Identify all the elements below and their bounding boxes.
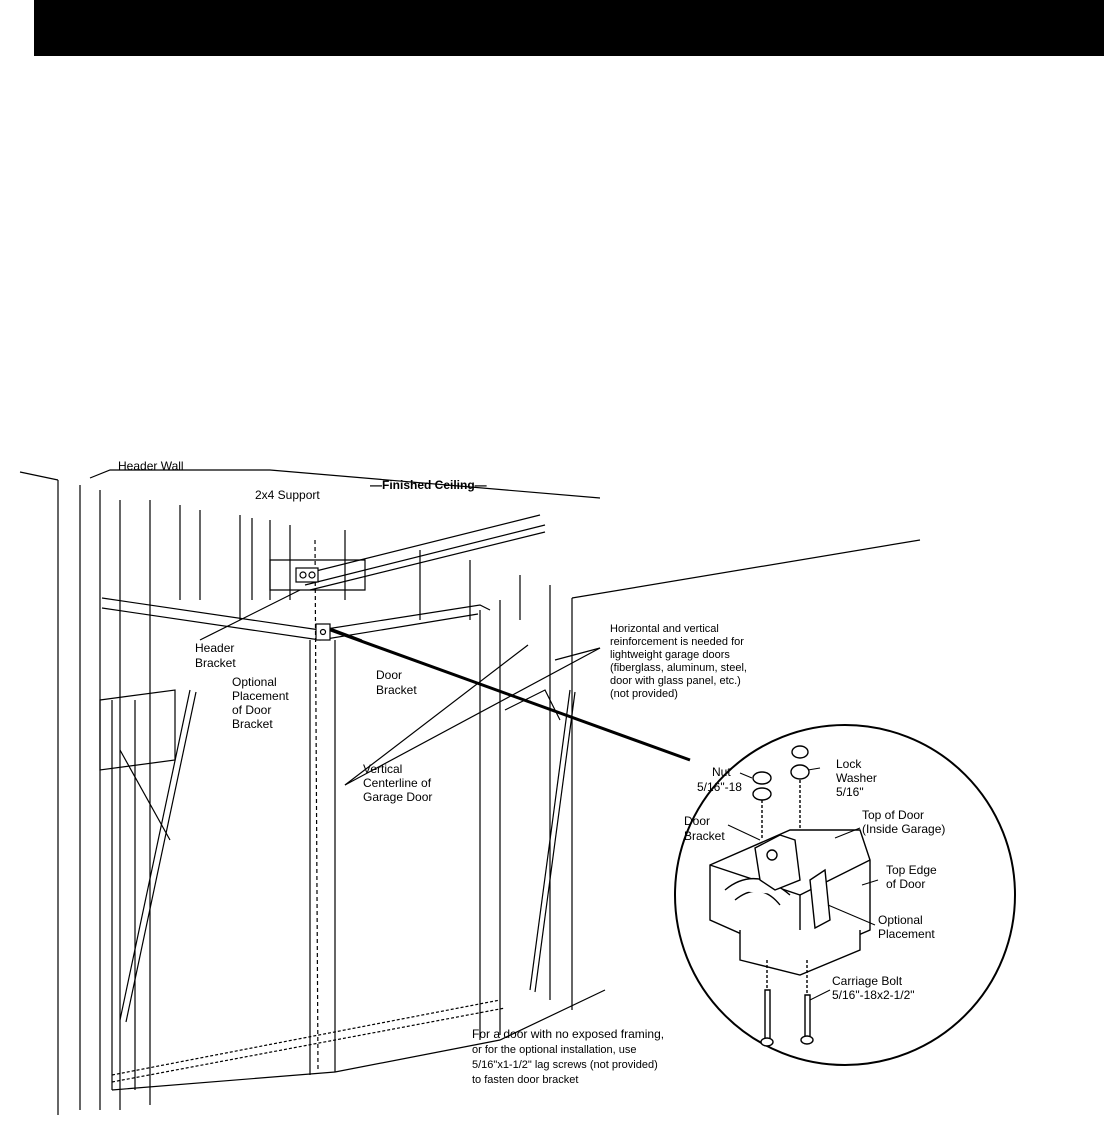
lock-washer-label-line2: Washer: [836, 771, 877, 785]
detail-optional-label-line1: Optional: [878, 913, 923, 927]
detail-optional-label-line2: Placement: [878, 927, 935, 941]
door-bracket-label-line2: Bracket: [376, 683, 417, 697]
top-edge-label-line1: Top Edge: [886, 863, 937, 877]
optional-placement-label-line2: Placement: [232, 689, 289, 703]
vertical-centerline-label-line2: Centerline of: [363, 776, 432, 790]
door-bracket-icon: [316, 624, 330, 640]
finished-ceiling-label: —Finished Ceiling—: [370, 478, 487, 492]
optional-placement-label-line4: Bracket: [232, 717, 273, 731]
header-bracket-label-line2: Bracket: [195, 656, 236, 670]
nut-label-line2: 5/16"-18: [697, 780, 742, 794]
lock-washer-label-line1: Lock: [836, 757, 862, 771]
reinforcement-note-line4: (fiberglass, aluminum, steel,: [610, 662, 747, 674]
note-line1: For a door with no exposed framing,: [472, 1027, 665, 1041]
detail-door-bracket-label-line2: Bracket: [684, 829, 725, 843]
reinforcement-note-line3: lightweight garage doors: [610, 649, 730, 661]
vertical-centerline-label-line3: Garage Door: [363, 790, 433, 804]
detail-door-bracket-label-line1: Door: [684, 814, 711, 828]
carriage-bolt-label-line1: Carriage Bolt: [832, 974, 903, 988]
top-edge-label-line2: of Door: [886, 877, 926, 891]
door-bracket-label-line1: Door: [376, 668, 403, 682]
header-bracket-label-line1: Header: [195, 641, 235, 655]
reinforcement-note-line1: Horizontal and vertical: [610, 623, 719, 635]
reinforcement-note-line2: reinforcement is needed for: [610, 636, 744, 648]
reinforcement-note-line6: (not provided): [610, 688, 678, 700]
top-of-door-label-line2: (Inside Garage): [862, 822, 946, 836]
lock-washer-label-line3: 5/16": [836, 785, 864, 799]
note-line2: or for the optional installation, use: [472, 1044, 637, 1056]
note-line4: to fasten door bracket: [472, 1074, 579, 1086]
header-wall-label: Header Wall: [118, 459, 184, 473]
support-2x4-label: 2x4 Support: [255, 488, 320, 502]
optional-placement-label-line3: of Door: [232, 703, 272, 717]
top-of-door-label-line1: Top of Door: [862, 808, 925, 822]
reinforcement-note-line5: door with glass panel, etc.): [610, 675, 741, 687]
optional-placement-label-line1: Optional: [232, 675, 277, 689]
header-bracket-icon: [296, 568, 318, 582]
vertical-centerline-label-line1: Vertical: [363, 762, 403, 776]
note-line3: 5/16"x1-1/2" lag screws (not provided): [472, 1059, 658, 1071]
nut-label-line1: Nut: [712, 765, 731, 779]
carriage-bolt-label-line2: 5/16"-18x2-1/2": [832, 988, 915, 1002]
